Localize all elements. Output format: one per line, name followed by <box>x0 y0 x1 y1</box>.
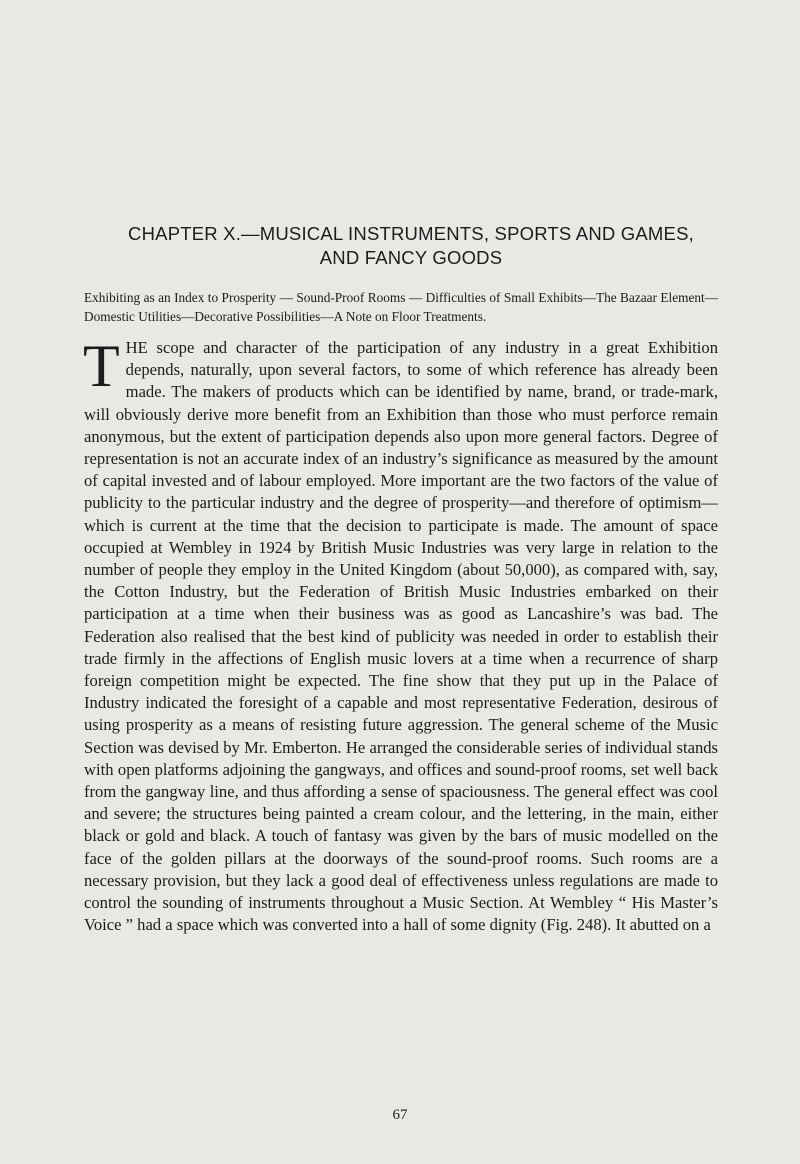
drop-cap: T <box>83 333 120 399</box>
body-paragraph <box>83 333 718 936</box>
chapter-title: CHAPTER X.—MUSICAL INSTRUMENTS, SPORTS AND GAMES, AND FANCY GOODS <box>128 223 694 268</box>
chapter-synopsis: Exhibiting as an Index to Prosperity — Sound-Proof Rooms — Difficulties of Small Exhibits—The Bazaar Element—Domestic Utilities—Decorative Possibilities—A Note on Floor Treatments. <box>84 290 718 324</box>
body-text: HE scope and character of the participation of any industry in a great Exhibition depends, naturally, upon several factors, to some of which reference has already been made. The makers of products which can be identified by name, brand, or trade-mark, will obviously derive more benefit from an Exhibition than those who must perforce remain anonymous, but the extent of participation depends also upon more general factors. Degree of representation is not an accurate index of an industry’s significance as measured by the amount of capital invested and of labour employed. More important are the two factors of the value of publicity to the particular industry and the degree of prosperity—and therefore of optimism—which is current at the time that the decision to participate is made. The amount of space occupied at Wembley in 1924 by British Music Industries was very large in relation to the number of people they employ in the United Kingdom (about 50,000), as compared with, say, the Cotton Industry, but the Federation of British Music Industries embarked on their participation at a time when their business was as good as Lancashire’s was bad. The Federation also realised that the best kind of publicity was needed in order to establish their trade firmly in the affections of English music lovers at a time when a recurrence of sharp foreign competition might be expected. The fine show that they put up in the Palace of Industry indicated the foresight of a capable and most representative Federation, desirous of using prosperity as a means of resisting future aggression. The general scheme of the Music Section was devised by Mr. Emberton. He arranged the considerable series of individual stands with open platforms adjoining the gangways, and offices and sound-proof rooms, set well back from the gangway line, and thus affording a sense of spaciousness. The general effect was cool and severe; the structures being painted a cream colour, and the lettering, in the main, either black or gold and black. A touch of fantasy was given by the bars of music modelled on the face of the golden pillars at the doorways of the sound-proof rooms. Such rooms are a necessary provision, but they lack a good deal of effectiveness unless regulations are made to control the sounding of instruments throughout a Music Section. At Wembley “ His Master’s Voice ” had a space which was converted into a hall of some dignity (Fig. 248). It abutted on a <box>84 338 718 935</box>
book-page <box>84 222 718 936</box>
page-number: 67 <box>392 1107 408 1123</box>
